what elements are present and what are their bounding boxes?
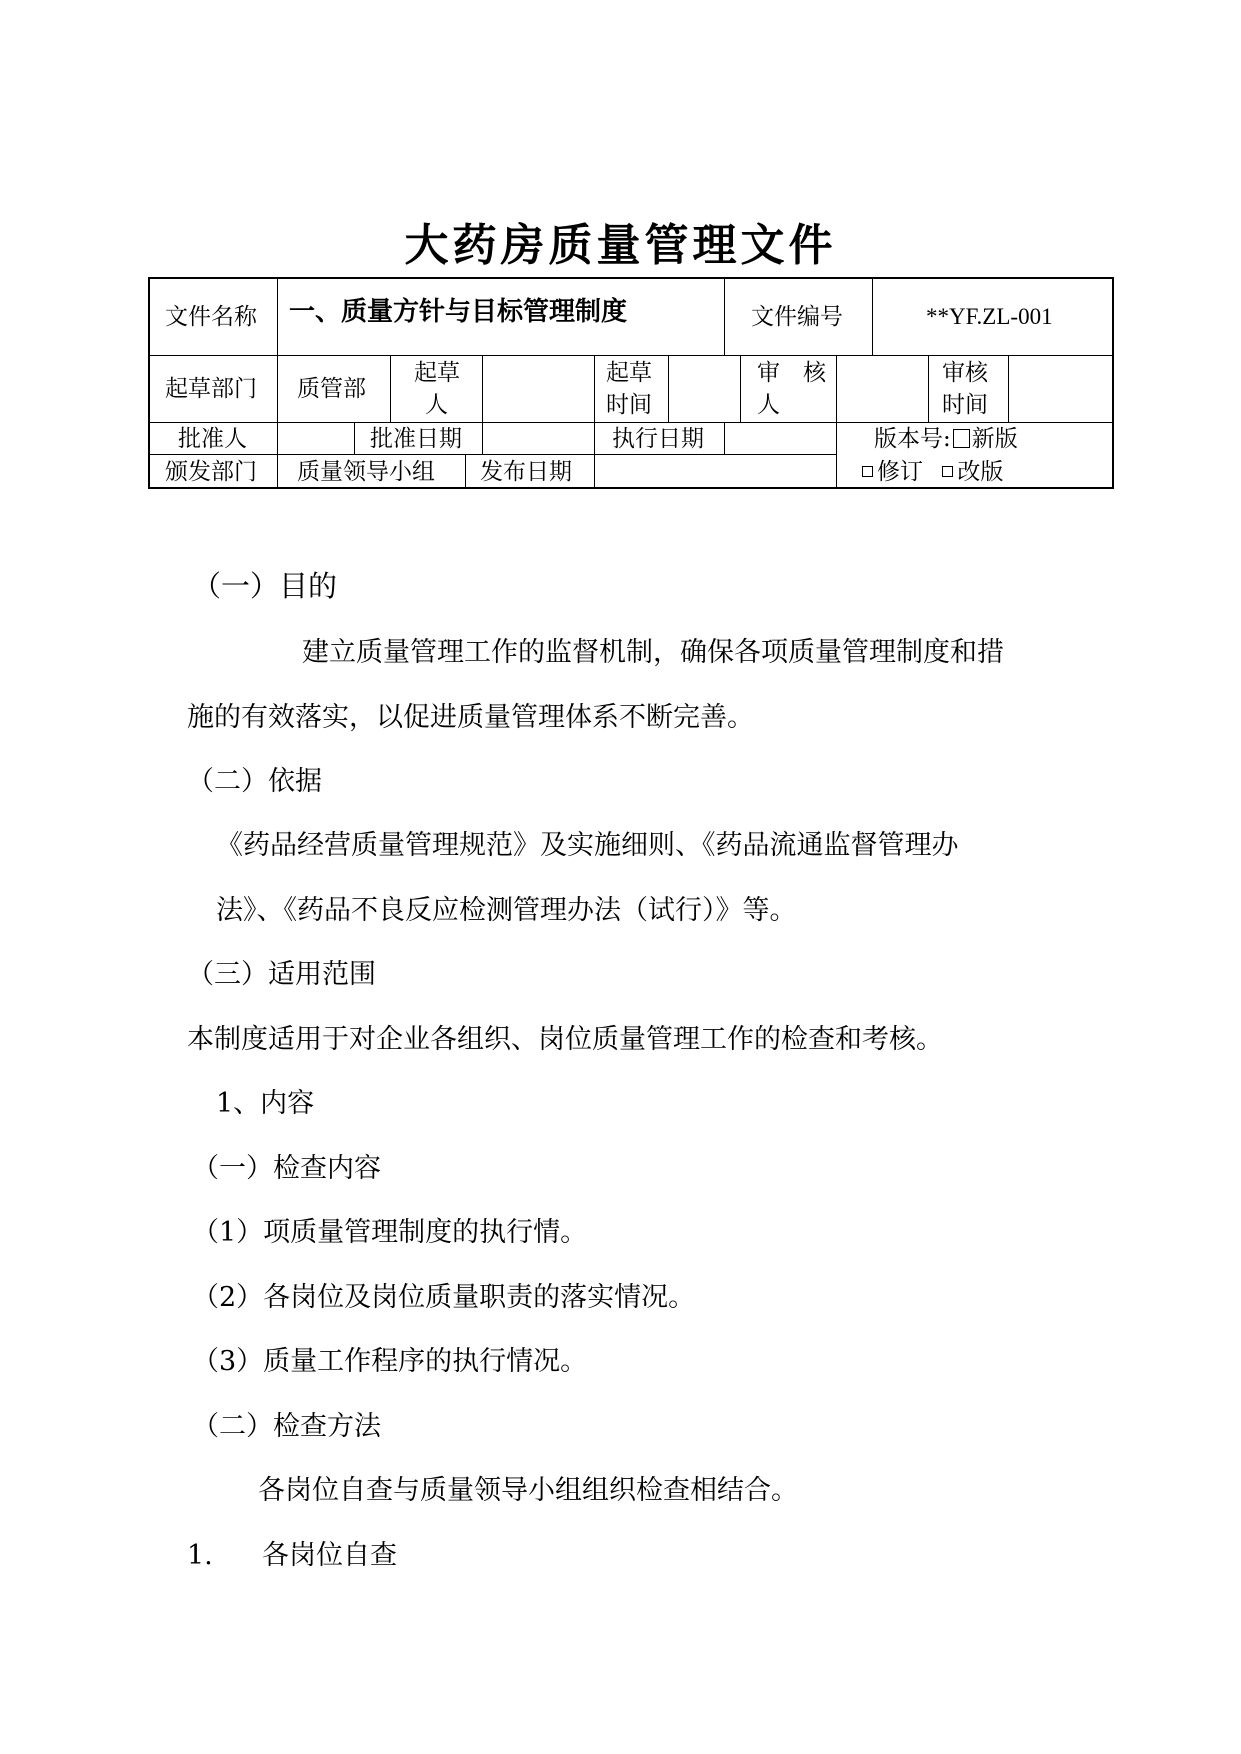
table-rule [148,355,1114,356]
section-basis-heading: （二）依据 [187,766,322,797]
issue-dept-value: 质量领导小组 [297,459,435,485]
exec-date-label: 执行日期 [612,426,704,452]
reviewer-label-line2: 人 [757,392,780,418]
table-rule [594,422,595,454]
version-label: 版本号: [874,426,951,452]
content-heading: 1、内容 [216,1088,315,1119]
check-item-2: （2）各岗位及岗位质量职责的落实情况。 [192,1282,696,1313]
table-rule [928,355,929,422]
version-change-label: 改版 [957,459,1004,485]
table-rule [724,277,725,355]
table-rule [740,355,741,422]
approver-label: 批准人 [178,426,247,452]
draft-dept-label: 起草部门 [165,376,257,402]
version-new-label: 新版 [971,426,1018,452]
checkbox-revise [862,466,873,477]
issue-dept-label: 颁发部门 [165,459,257,485]
reviewer-label-line1b: 核 [803,360,826,386]
version-revise-label: 修订 [877,459,923,485]
table-rule [724,422,725,454]
check-item-3: （3）质量工作程序的执行情况。 [192,1346,588,1377]
table-rule [1008,355,1009,422]
table-rule [594,454,595,489]
table-rule [277,355,278,422]
table-rule [277,422,278,454]
table-rule [668,355,669,422]
self-check-text: 各岗位自查 [262,1540,397,1571]
table-rule [872,277,873,355]
table-rule [594,355,595,422]
table-rule [482,355,483,422]
draft-time-label-line2: 时间 [606,392,652,418]
review-time-label-line1: 审核 [942,360,988,386]
checkbox-new-version [953,429,970,448]
check-content-heading: （一）检查内容 [192,1153,381,1184]
section-scope-heading: （三）适用范围 [187,959,376,990]
draft-time-label-line1: 起草 [606,360,652,386]
table-rule [836,355,837,422]
checkbox-change [942,466,953,477]
table-rule [465,454,466,489]
approve-date-label: 批准日期 [370,426,462,452]
version-line1 [874,423,1018,455]
version-line2 [862,456,1003,488]
drafter-label-line1: 起草 [414,360,460,386]
file-name-label: 文件名称 [165,304,257,330]
file-no-label: 文件编号 [751,304,843,330]
section-purpose-text-2: 施的有效落实，以促进质量管理体系不断完善。 [187,702,754,733]
self-check-number: 1. [187,1540,213,1571]
review-time-label-line2: 时间 [942,392,988,418]
table-rule [354,422,355,454]
issue-date-label: 发布日期 [480,459,572,485]
section-basis-text-2: 法》、《药品不良反应检测管理办法（试行）》等。 [216,895,797,926]
table-rule [836,422,837,489]
table-rule [277,277,278,355]
section-purpose-text-1: 建立质量管理工作的监督机制，确保各项质量管理制度和措 [302,637,1004,668]
table-rule [277,454,278,489]
check-method-text: 各岗位自查与质量领导小组组织检查相结合。 [258,1475,798,1506]
check-method-heading: （二）检查方法 [192,1411,381,1442]
section-basis-text-1: 《药品经营质量管理规范》及实施细则、《药品流通监督管理办 [216,830,959,861]
draft-dept-value: 质管部 [297,376,366,402]
table-rule [148,454,837,455]
drafter-label-line2: 人 [425,392,448,418]
section-scope-text: 本制度适用于对企业各组织、岗位质量管理工作的检查和考核。 [187,1024,943,1055]
document-title: 大药房质量管理文件 [404,220,837,271]
table-rule [390,355,391,422]
table-rule [482,422,483,454]
reviewer-label-line1a: 审 [757,360,780,386]
file-name-value: 一、质量方针与目标管理制度 [289,297,628,327]
section-purpose-heading: （一）目的 [192,569,338,603]
file-no-value: **YF.ZL-001 [926,304,1053,329]
check-item-1: （1）项质量管理制度的执行情。 [192,1217,588,1248]
